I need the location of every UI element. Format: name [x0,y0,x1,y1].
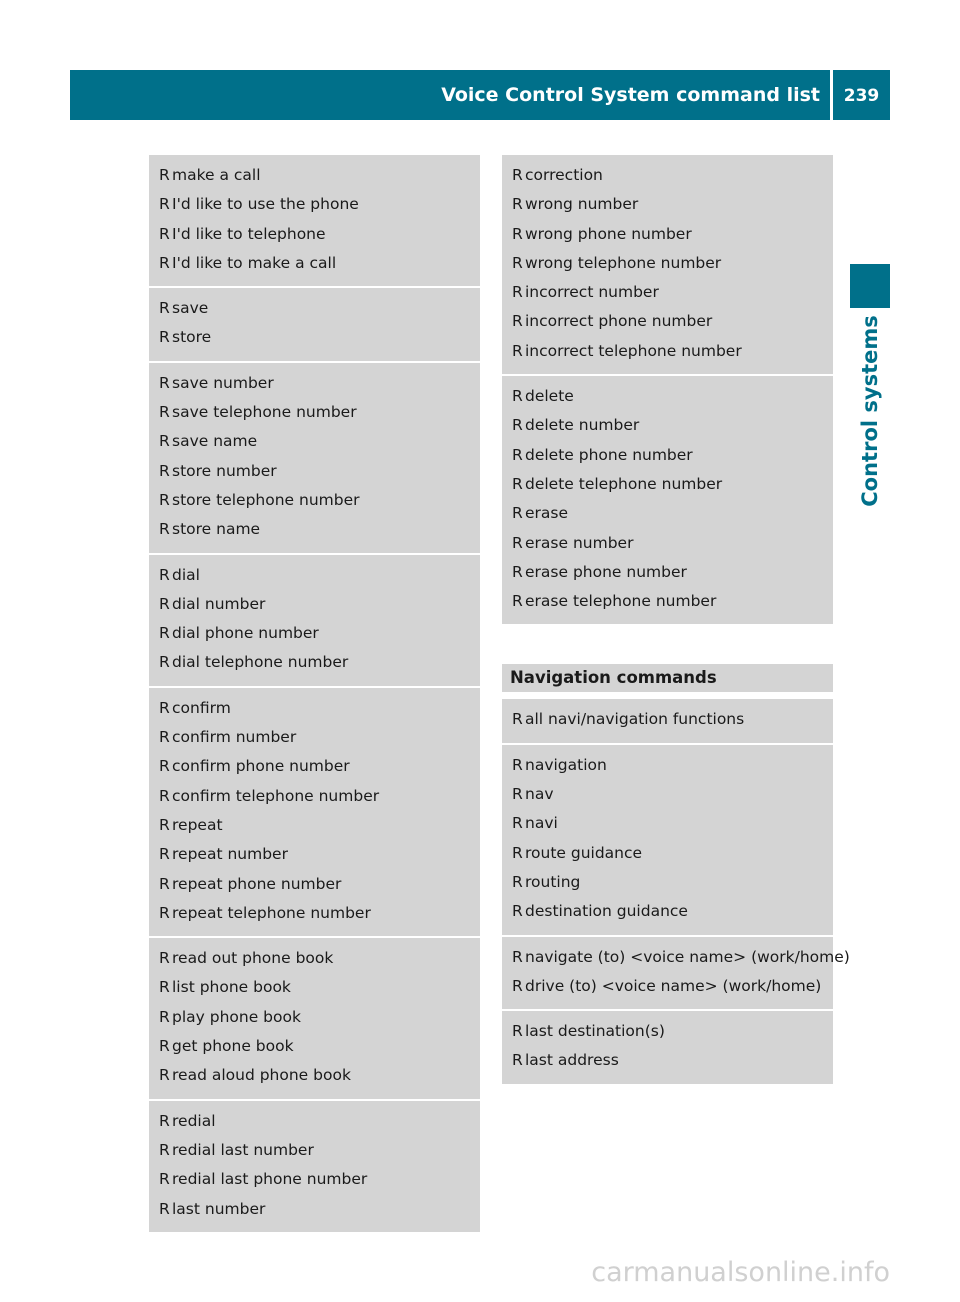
command-text: dial telephone number [172,653,349,672]
header-title: Voice Control System command list [441,84,820,106]
command-item [149,1137,480,1166]
command-item [149,191,480,220]
command-text: save number [172,373,274,392]
command-item [502,383,833,412]
command-text: route guidance [525,843,643,862]
command-item [502,752,833,781]
side-tab-marker [850,264,890,308]
command-item [502,706,833,735]
bullet-icon: R [159,1037,170,1056]
command-text: make a call [172,166,261,184]
command-item [149,458,480,487]
command-item [502,588,833,617]
bullet-icon: R [159,978,170,997]
bullet-icon: R [159,903,170,922]
command-text: confirm phone number [172,757,350,776]
command-item [149,620,480,649]
bullet-icon: R [512,1051,523,1070]
command-item [149,783,480,812]
bullet-icon: R [512,947,523,966]
bullet-icon: R [159,224,170,243]
command-block [502,376,833,626]
bullet-icon: R [159,728,170,747]
bullet-icon: R [159,1111,170,1130]
command-item [502,1018,833,1047]
command-text: dial number [172,594,266,613]
side-tab-label: Control systems [858,315,882,507]
bullet-icon: R [512,562,523,581]
command-item [149,900,480,929]
bullet-icon: R [512,387,523,406]
command-text: erase [525,504,569,523]
bullet-icon: R [512,755,523,774]
side-tab [850,316,890,506]
command-text: last address [525,1051,619,1070]
command-item [149,221,480,250]
command-item [502,559,833,588]
command-item [502,810,833,839]
command-item [502,1047,833,1076]
bullet-icon: R [512,533,523,552]
bullet-icon: R [159,1199,170,1218]
command-item [149,162,480,191]
command-block [502,937,850,1012]
command-text: wrong phone number [525,224,692,243]
command-item [149,591,480,620]
command-item [502,308,833,337]
command-text: delete phone number [525,445,693,464]
command-item [149,649,480,678]
bullet-icon: R [512,592,523,611]
navigation-commands-heading: Navigation commands [502,664,833,692]
command-text: I'd like to make a call [172,253,337,272]
bullet-icon: R [512,785,523,804]
bullet-icon: R [159,490,170,509]
command-text: incorrect phone number [525,312,713,331]
command-text: repeat [172,815,223,834]
command-block [149,938,480,1100]
bullet-icon: R [159,949,170,968]
command-item [502,869,833,898]
command-text: save telephone number [172,403,357,422]
bullet-icon: R [159,520,170,539]
command-item [502,412,833,441]
command-item [149,1108,480,1137]
command-text: list phone book [172,978,291,997]
command-text: drive (to) <voice name> (work/home) [525,976,822,995]
command-item [149,324,480,353]
command-item [502,338,833,367]
bullet-icon: R [159,253,170,272]
bullet-icon: R [159,166,170,184]
bullet-icon: R [512,195,523,214]
bullet-icon: R [159,786,170,805]
command-item [502,530,833,559]
command-item [502,944,850,973]
command-text: wrong number [525,195,639,214]
bullet-icon: R [512,253,523,272]
command-item [502,250,833,279]
command-text: redial [172,1111,216,1130]
command-item [149,1004,480,1033]
command-text: confirm telephone number [172,786,380,805]
bullet-icon: R [159,653,170,672]
command-item [149,1196,480,1225]
bullet-icon: R [159,403,170,422]
command-text: confirm [172,698,231,717]
command-text: navigate (to) <voice name> (work/home) [525,947,850,966]
command-item [149,871,480,900]
bullet-icon: R [512,224,523,243]
command-item [502,500,833,529]
bullet-icon: R [159,594,170,613]
bullet-icon: R [159,1066,170,1085]
command-item [502,191,833,220]
left-command-column [149,155,480,1234]
command-text: store number [172,461,277,480]
command-text: save [172,299,209,318]
command-text: wrong telephone number [525,253,722,272]
bullet-icon: R [512,843,523,862]
command-text: read aloud phone book [172,1066,351,1085]
command-text: confirm number [172,728,297,747]
bullet-icon: R [159,815,170,834]
command-text: I'd like to use the phone [172,195,359,214]
command-item [149,1166,480,1195]
command-item [502,442,833,471]
command-text: nav [525,785,554,804]
command-text: navigation [525,755,607,774]
command-text: delete number [525,416,640,435]
command-item [149,562,480,591]
bullet-icon: R [159,874,170,893]
command-block [502,745,833,937]
bullet-icon: R [159,624,170,643]
command-block [502,1011,833,1086]
command-text: repeat number [172,845,288,864]
command-item [502,221,833,250]
page-number: 239 [843,86,880,106]
command-text: last destination(s) [525,1022,665,1041]
bullet-icon: R [512,504,523,523]
bullet-icon: R [159,299,170,318]
bullet-icon: R [159,698,170,717]
right-command-column [502,155,850,1086]
command-item [149,812,480,841]
bullet-icon: R [159,328,170,347]
command-text: I'd like to telephone [172,224,326,243]
command-text: play phone book [172,1007,301,1026]
page-header [70,70,890,120]
command-block [149,155,480,288]
command-text: erase number [525,533,634,552]
command-text: dial [172,565,200,584]
command-item [502,973,833,1002]
command-item [502,781,833,810]
command-block [149,363,480,555]
command-item [149,370,480,399]
bullet-icon: R [512,341,523,360]
command-item [502,840,833,869]
command-item [149,295,480,324]
command-item [149,250,480,279]
command-text: repeat telephone number [172,903,371,922]
bullet-icon: R [159,757,170,776]
bullet-icon: R [159,432,170,451]
command-text: store [172,328,212,347]
command-text: store telephone number [172,490,360,509]
command-text: delete [525,387,574,406]
command-block [502,155,833,376]
bullet-icon: R [159,565,170,584]
command-item [502,471,833,500]
command-block [502,699,833,744]
command-text: erase telephone number [525,592,717,611]
command-item [149,1062,480,1091]
command-item [149,399,480,428]
watermark: carmanualsonline.info [591,1257,890,1288]
command-text: routing [525,872,581,891]
command-item [502,279,833,308]
bullet-icon: R [512,976,523,995]
command-block [149,288,480,363]
bullet-icon: R [159,373,170,392]
command-block [149,1101,480,1234]
command-item [149,516,480,545]
command-item [149,753,480,782]
bullet-icon: R [512,814,523,833]
bullet-icon: R [159,845,170,864]
bullet-icon: R [512,416,523,435]
command-text: repeat phone number [172,874,342,893]
bullet-icon: R [512,445,523,464]
command-item [149,695,480,724]
command-item [149,1033,480,1062]
command-block [149,555,480,688]
command-item [149,841,480,870]
phone-correction-commands [502,155,833,626]
command-text: dial phone number [172,624,319,643]
command-text: correction [525,166,603,184]
bullet-icon: R [159,195,170,214]
command-item [149,724,480,753]
command-item [502,162,833,191]
command-text: redial last number [172,1140,314,1159]
command-text: incorrect telephone number [525,341,742,360]
bullet-icon: R [512,872,523,891]
command-item [149,428,480,457]
bullet-icon: R [159,1007,170,1026]
command-item [149,974,480,1003]
bullet-icon: R [512,902,523,921]
command-text: store name [172,520,261,539]
section-gap [502,626,833,664]
bullet-icon: R [512,474,523,493]
bullet-icon: R [512,283,523,302]
command-item [149,945,480,974]
bullet-icon: R [159,1140,170,1159]
command-text: incorrect number [525,283,659,302]
command-item [502,898,833,927]
bullet-icon: R [512,312,523,331]
command-text: all navi/navigation functions [525,710,745,729]
command-text: redial last phone number [172,1170,368,1189]
command-text: last number [172,1199,266,1218]
command-item [149,487,480,516]
navigation-command-list [502,699,850,1085]
command-text: get phone book [172,1037,294,1056]
bullet-icon: R [512,710,523,729]
command-text: destination guidance [525,902,688,921]
command-text: erase phone number [525,562,687,581]
command-text: save name [172,432,258,451]
command-block [149,688,480,938]
command-text: read out phone book [172,949,334,968]
bullet-icon: R [512,166,523,184]
bullet-icon: R [159,1170,170,1189]
command-text: delete telephone number [525,474,723,493]
bullet-icon: R [512,1022,523,1041]
command-text: navi [525,814,558,833]
bullet-icon: R [159,461,170,480]
